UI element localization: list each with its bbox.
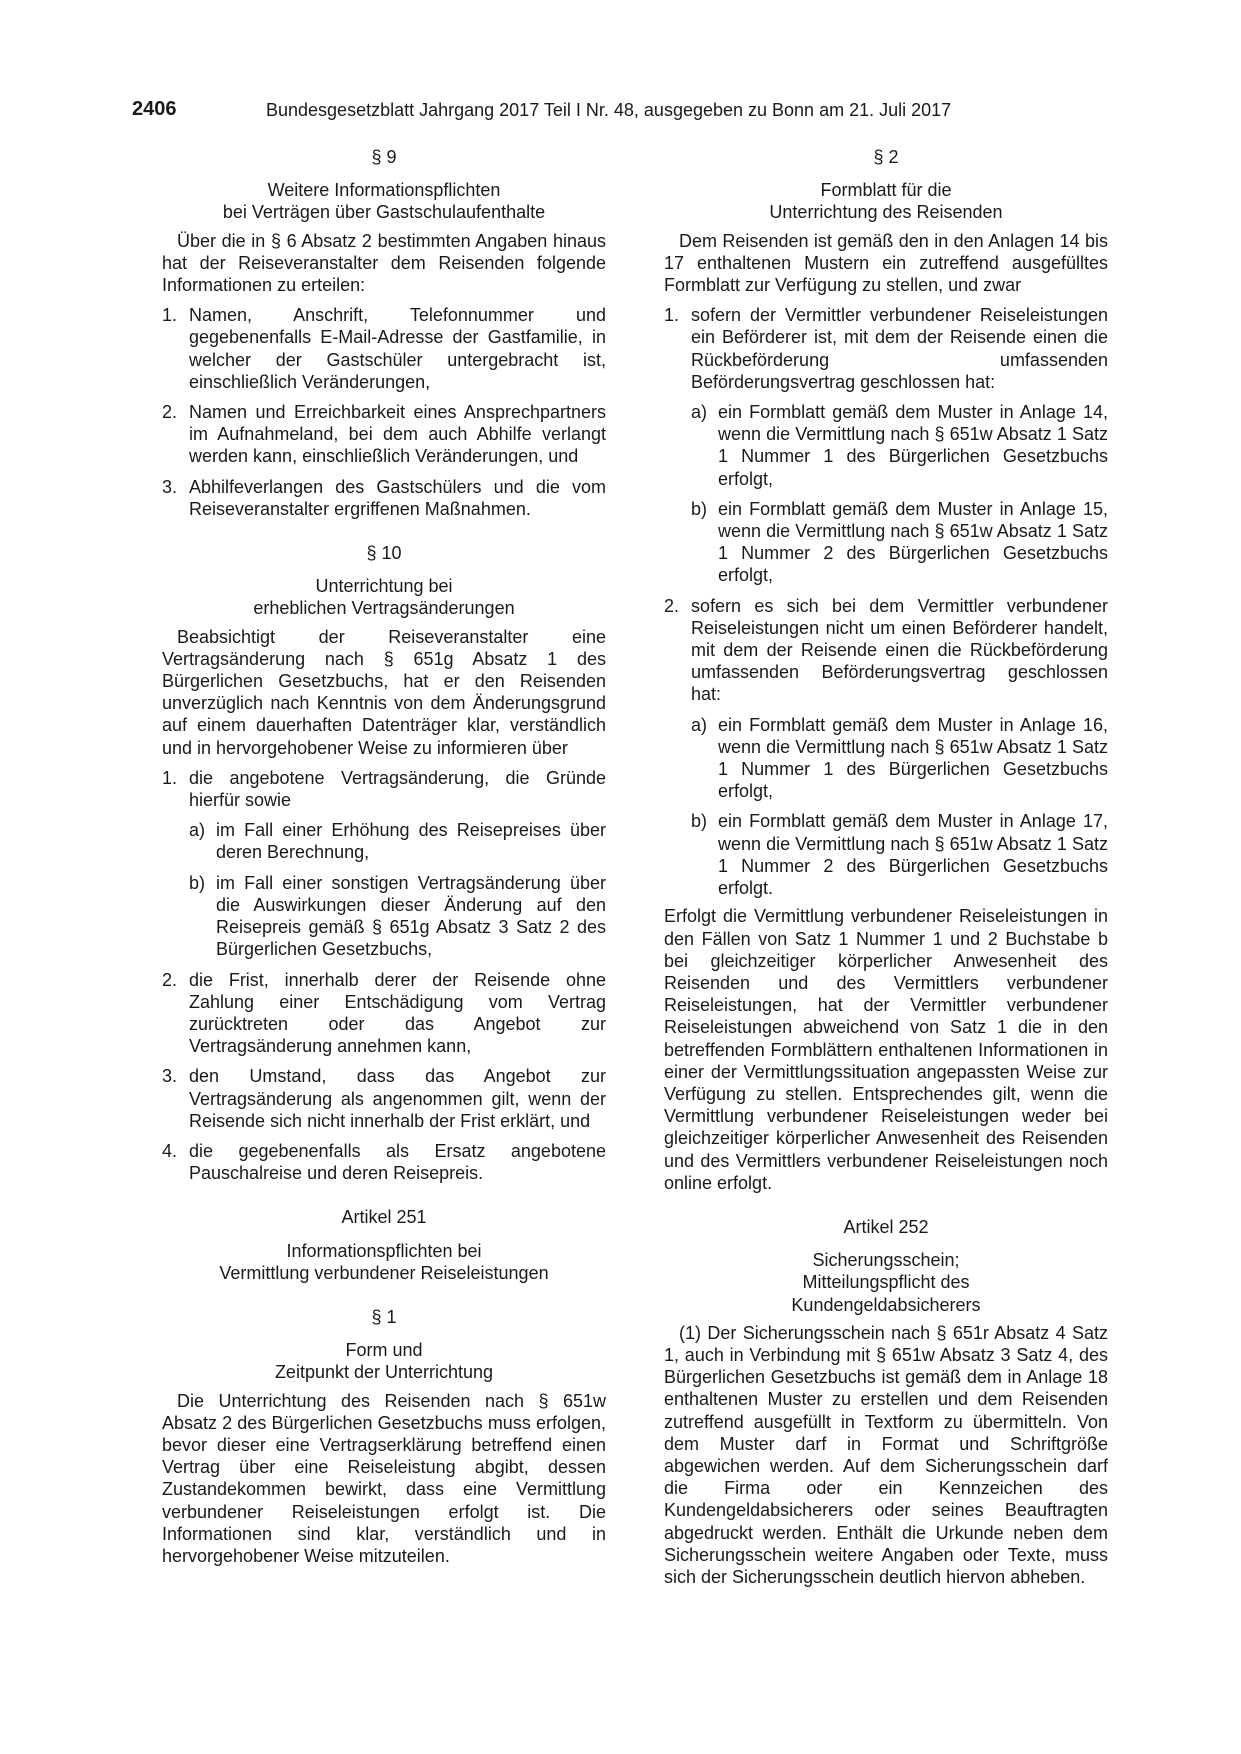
section-body: Die Unterrichtung des Reisenden nach § 651w Absatz 2 des Bürgerlichen Gesetzbuchs muss erfolgen, bevor dieser eine Vertragserklärung betreffend einen Vertrag über eine Reiseleistung abgibt, dessen Zustandekommen bewirkt, dass eine Vermittlung verbundener Reiseleistungen erfolgt ist. Die Informationen sind klar, verständlich und in hervorgehobener Weise mitzuteilen. (162, 1390, 606, 1566)
section-10 (162, 542, 606, 1184)
item-text: ein Formblatt gemäß dem Muster in Anlage 14, wenn die Vermittlung nach § 651w Absatz 1 Satz 1 Nummer 1 des Bürgerlichen Gesetzbuchs erfolgt, (718, 402, 1108, 489)
list-item (162, 476, 606, 520)
heading-line: Mitteilungspflicht des (802, 1272, 970, 1293)
item-text: ein Formblatt gemäß dem Muster in Anlage 15, wenn die Vermittlung nach § 651w Absatz 1 Satz 1 Nummer 2 des Bürgerlichen Gesetzbuchs erfolgt, (718, 498, 1108, 586)
item-number: 2. (664, 595, 680, 616)
section-1 (162, 1306, 606, 1567)
item-text: ein Formblatt gemäß dem Muster in Anlage 17, wenn die Vermittlung nach § 651w Absatz 1 Satz 1 Nummer 2 des Bürgerlichen Gesetzbuchs erfolgt. (718, 811, 1108, 899)
item-letter: a) (189, 820, 206, 841)
item-letter: b) (691, 811, 708, 832)
item-number: 3. (162, 476, 178, 497)
list-item (162, 969, 606, 1058)
article-251 (162, 1206, 606, 1284)
list-item (664, 304, 1108, 586)
sub-item (189, 872, 606, 961)
item-text: ein Formblatt gemäß dem Muster in Anlage 16, wenn die Vermittlung nach § 651w Absatz 1 Satz 1 Nummer 1 des Bürgerlichen Gesetzbuchs erfolgt, (718, 714, 1108, 802)
section-sign: § 9 (371, 147, 397, 167)
article-252 (664, 1216, 1108, 1588)
item-text: den Umstand, dass das Angebot zur Vertragsänderung als angenommen gilt, wenn der Reisende sich nicht innerhalb der Frist erklärt, und (189, 1066, 606, 1131)
list-item (162, 304, 606, 393)
section-intro: Beabsichtigt der Reiseveranstalter eine Vertragsänderung nach § 651g Absatz 1 des Bürgerlichen Gesetzbuchs, hat er den Reisenden unverzüglich nach Kenntnis von dem Änderungsgrund auf einem dauerhaften Datenträger klar, verständlich und in hervorgehobener Weise zu informieren über (162, 626, 606, 758)
heading-line: Informationspflichten bei (286, 1240, 482, 1261)
list-item (162, 1065, 606, 1132)
item-number: 1. (664, 305, 680, 326)
item-text: im Fall einer Erhöhung des Reisepreises über deren Berechnung, (216, 820, 606, 863)
sub-item (691, 498, 1108, 587)
item-number: 2. (162, 969, 178, 990)
gazette-title: Bundesgesetzblatt Jahrgang 2017 Teil I Nr. 48, ausgegeben zu Bonn am 21. Juli 2017 (266, 100, 952, 120)
heading-line: Sicherungsschein; (812, 1250, 960, 1271)
sub-item (691, 810, 1108, 899)
sub-item (691, 401, 1108, 490)
list-item (664, 595, 1108, 900)
page-number: 2406 (132, 98, 177, 120)
article-body: (1) Der Sicherungsschein nach § 651r Absatz 4 Satz 1, auch in Verbindung mit § 651w Absatz 3 Satz 4, des Bürgerlichen Gesetzbuchs ist gemäß dem in Anlage 18 enthaltenen Muster zu erstellen und dem Reisenden zutreffend ausgefüllt in Textform zu übermitteln. Von dem Muster darf in Format und Schriftgröße abgewichen werden. Auf dem Sicherungsschein darf die Firma oder ein Kennzeichen des Kundengeldabsicherers oder seines Beauftragten abgedruckt werden. Enthält die Urkunde neben dem Sicherungsschein weitere Angaben oder Texte, muss sich der Sicherungsschein deutlich hiervon abheben. (664, 1322, 1108, 1587)
item-number: 2. (162, 402, 178, 423)
lettered-list (691, 714, 1108, 900)
article-title: Artikel 251 (341, 1207, 427, 1228)
item-number: 1. (162, 305, 178, 326)
section-intro: Dem Reisenden ist gemäß den in den Anlagen 14 bis 17 enthaltenen Mustern ein zutreffend ausgefülltes Formblatt zur Verfügung zu stellen, und zwar (664, 230, 1108, 296)
item-text: sofern es sich bei dem Vermittler verbundener Reiseleistungen nicht um einen Beförderer handelt, mit dem der Reisende einen die Rückbeförderung umfassenden Beförderungsvertrag geschlossen hat: (691, 595, 1108, 705)
heading-line: Zeitpunkt der Unterrichtung (274, 1362, 494, 1383)
item-letter: b) (189, 872, 206, 893)
item-number: 3. (162, 1066, 178, 1087)
heading-line: Form und (345, 1340, 423, 1361)
section-sign: § 10 (366, 543, 402, 564)
item-text: sofern der Vermittler verbundener Reiseleistungen ein Beförderer ist, mit dem der Reisende einen die Rückbeförderung umfassenden Beförderungsvertrag geschlossen hat: (691, 305, 1108, 392)
section-sign: § 1 (371, 1306, 397, 1327)
section-heading (162, 575, 606, 619)
section-intro: Über die in § 6 Absatz 2 bestimmten Angaben hinaus hat der Reiseveranstalter dem Reisenden folgende Informationen zu erteilen: (162, 230, 606, 296)
section-heading (162, 179, 606, 223)
list-item (162, 767, 606, 961)
lettered-list (691, 401, 1108, 587)
item-text: Abhilfeverlangen des Gastschülers und die vom Reiseveranstalter ergriffenen Maßnahmen. (189, 476, 606, 519)
item-number: 4. (162, 1140, 178, 1161)
article-heading (162, 1240, 606, 1284)
heading-line: Vermittlung verbundener Reiseleistungen (219, 1262, 549, 1283)
item-text: im Fall einer sonstigen Vertragsänderung über die Auswirkungen dieser Änderung auf den Reisepreis gemäß § 651g Absatz 3 Satz 2 des Bürgerlichen Gesetzbuchs, (216, 872, 606, 960)
section-2 (664, 146, 1108, 1194)
heading-line: bei Verträgen über Gastschulaufenthalte (222, 202, 546, 223)
item-text: die gegebenenfalls als Ersatz angebotene Pauschalreise und deren Reisepreis. (189, 1140, 606, 1184)
article-heading (664, 1249, 1108, 1316)
heading-line: Kundengeldabsicherers (791, 1294, 981, 1315)
item-letter: b) (691, 498, 708, 519)
numbered-list (664, 304, 1108, 899)
right-column (664, 146, 1108, 1588)
heading-line: Unterrichtung bei (315, 576, 453, 597)
heading-line: Formblatt für die (820, 180, 952, 201)
section-heading (664, 179, 1108, 223)
page-header (132, 98, 972, 124)
article-title: Artikel 252 (843, 1216, 929, 1237)
list-item (162, 1140, 606, 1184)
list-item (162, 401, 606, 468)
numbered-list (162, 304, 606, 520)
sub-item (691, 714, 1108, 803)
item-text: die Frist, innerhalb derer der Reisende ohne Zahlung einer Entschädigung vom Vertrag zurücktreten oder das Angebot zur Vertragsänderung annehmen kann, (189, 969, 606, 1057)
numbered-list (162, 767, 606, 1184)
item-text: Namen, Anschrift, Telefonnummer und gegebenenfalls E-Mail-Adresse der Gastfamilie, in welcher der Gastschüler untergebracht ist, einschließlich Veränderungen, (189, 305, 606, 392)
left-column (162, 146, 606, 1567)
sub-item (189, 819, 606, 863)
item-text: Namen und Erreichbarkeit eines Ansprechpartners im Aufnahmeland, bei dem auch Abhilfe verlangt werden kann, einschließlich Veränderungen, und (189, 402, 606, 467)
lettered-list (189, 819, 606, 960)
section-heading (162, 1339, 606, 1383)
heading-line: Weitere Informationspflichten (267, 180, 501, 201)
section-sign: § 2 (873, 147, 899, 167)
item-number: 1. (162, 767, 178, 788)
heading-line: erheblichen Vertragsänderungen (253, 598, 515, 619)
item-letter: a) (691, 714, 708, 735)
item-letter: a) (691, 402, 708, 423)
heading-line: Unterrichtung des Reisenden (769, 202, 1003, 223)
section-closing: Erfolgt die Vermittlung verbundener Reiseleistungen in den Fällen von Satz 1 Nummer 1 und 2 Buchstabe b bei gleichzeitiger körperlicher Anwesenheit des Reisenden und des Vermittlers verbundener Reiseleistungen, hat der Vermittler verbundener Reiseleistungen abweichend von Satz 1 die in den betreffenden Formblättern enthaltenen Informationen in einer der Vermittlungssituation angepassten Weise zur Verfügung zu stellen. Entsprechendes gilt, wenn die Vermittlung verbundener Reiseleistungen weder bei gleichzeitiger körperlicher Anwesenheit des Reisenden und des Vermittlers verbundener Reiseleistungen noch online erfolgt. (664, 906, 1108, 1193)
item-text: die angebotene Vertragsänderung, die Gründe hierfür sowie (189, 767, 606, 811)
section-9 (162, 146, 606, 520)
